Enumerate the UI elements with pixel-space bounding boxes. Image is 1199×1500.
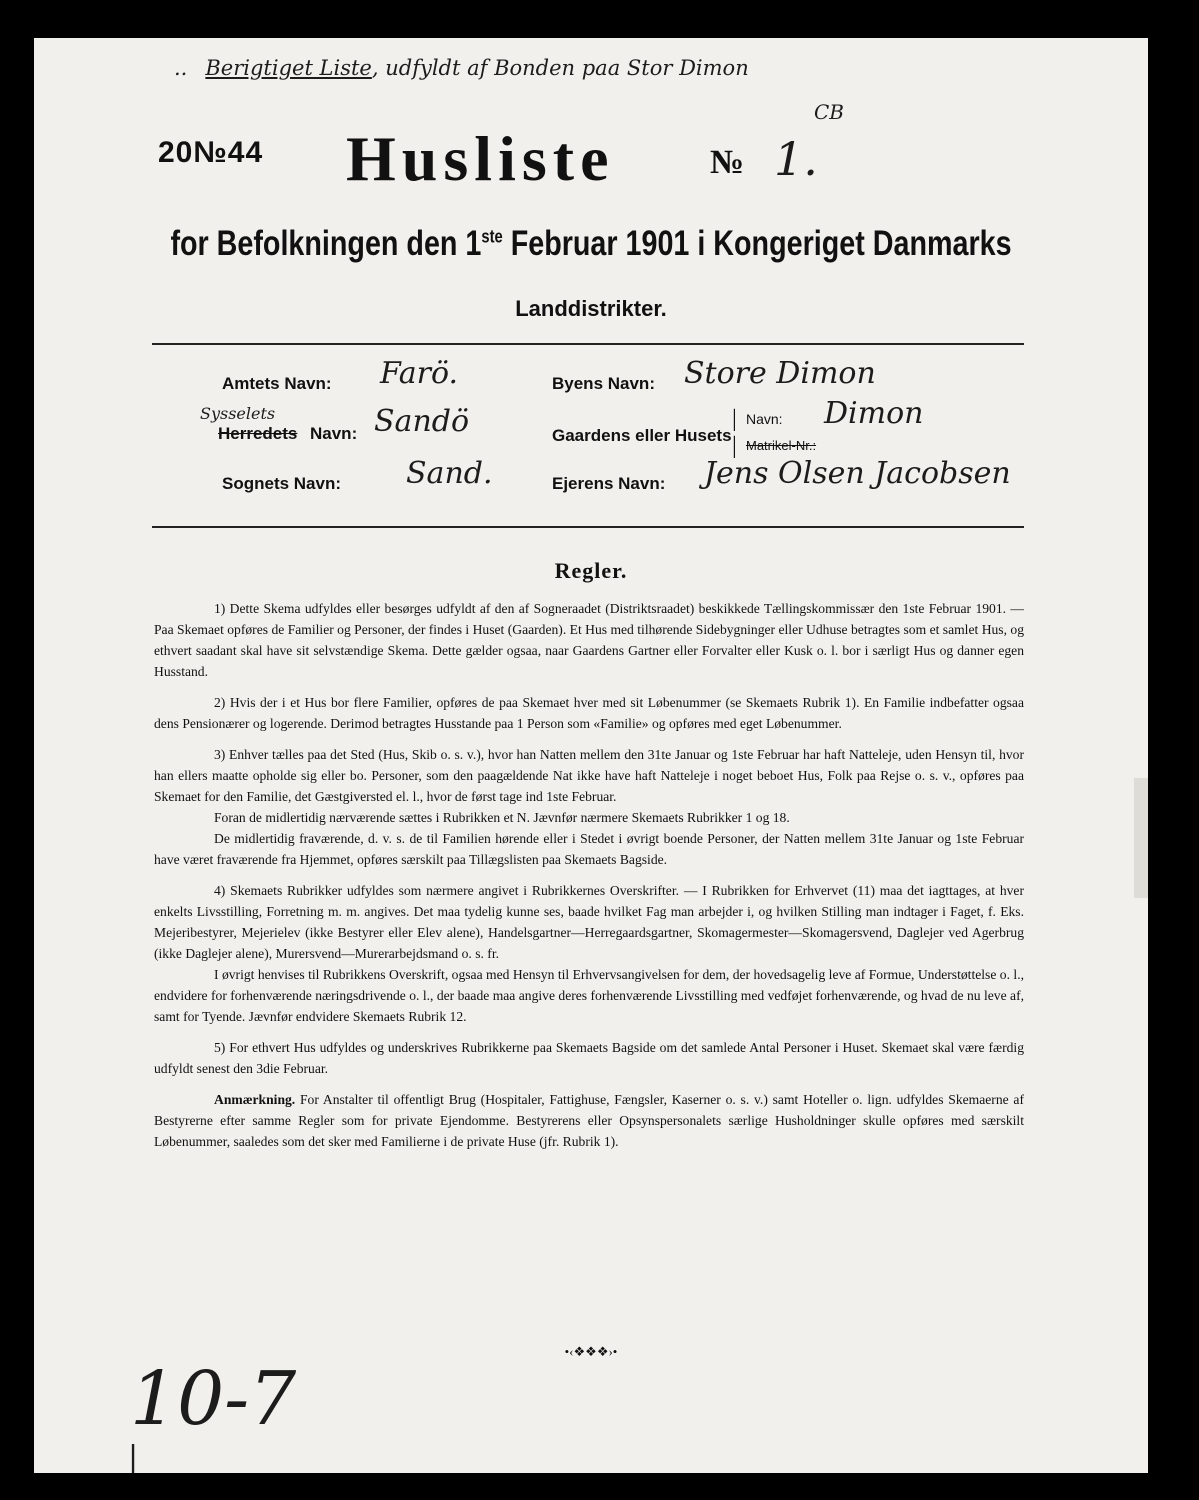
gaard-matrikel-label: Matrikel-Nr.: [746, 438, 817, 453]
rule-5: 5) For ethvert Hus udfyldes og underskrives Rubrikkerne paa Skemaets Bagside om det samlede Antal Personer i Huset. Skemaet skal være færdig udfyldt senest den 3die Februar. [154, 1040, 1024, 1076]
subtitle-sup: ste [481, 226, 503, 247]
title-number-value: 1. [774, 132, 818, 186]
note-underlined: Berigtiget Liste [205, 56, 372, 80]
note-rest: , udfyldt af Bonden paa Stor Dimon [371, 56, 749, 80]
herred-label: Navn: [310, 424, 358, 443]
ejer-value: Jens Olsen Jacobsen [704, 456, 1011, 491]
rule-3-cont-b: De midlertidig fraværende, d. v. s. de til Familien hørende eller i Stedet i øvrigt boende Personer, der Natten mellem 31te Januar og 1ste Februar have været fraværende fra Hjemmet, opføres særskilt paa Tillægslisten paa Skemaets Bagside. [154, 831, 1024, 867]
annotation-text: For Anstalter til offentligt Brug (Hospitaler, Fattighuse, Fængsler, Kaserner o. s. v.) samt Hoteller o. lign. udfyldes Skemaerne af Bestyrerne efter samme Regler som for private Ejendomme. Bestyrerens eller Opsynspersonalets særlige Husholdninger skulle opføres med særskilt Løbenummer, saaledes som det sker med Familierne i de private Huse (jfr. Rubrik 1). [154, 1092, 1024, 1149]
byen-value: Store Dimon [684, 356, 876, 391]
form-title: Husliste [346, 123, 615, 194]
herred-struck: Herredets [218, 424, 298, 443]
herred-value: Sandö [374, 404, 470, 439]
gaard-label: Gaardens eller Husets [552, 426, 732, 445]
rule-2: 2) Hvis der i et Hus bor flere Familier, opføres de paa Skemaet hver med sit Løbenummer (se Skemaets Rubrik 1). En Familie indbefatter ogsaa dens Pensionærer og logerende. Derimod betragtes Husstande paa 1 Person som «Familie» og opføres med eget Løbenummer. [154, 695, 1024, 731]
sogn-label: Sognets Navn: [222, 474, 342, 493]
rules-body [154, 598, 1024, 1162]
handwritten-initials: CB [814, 100, 844, 124]
ejer-label: Ejerens Navn: [552, 474, 666, 493]
census-form-sheet [34, 38, 1148, 1473]
form-subtitle [134, 224, 1047, 264]
handwritten-tick: | [128, 1440, 139, 1473]
annotation-label: Anmærkning. [214, 1092, 296, 1107]
rule-4: 4) Skemaets Rubrikker udfyldes som nærmere angivet i Rubrikkernes Overskrifter. — I Rubrikken for Erhvervet (11) maa det iagttages, at hver enkelts Livsstilling, Forretning m. m. angives. Det maa tydelig kunne ses, baade hvilket Fag man arbejder i, og hvilken Stilling man indtager i Faget, f. Eks. Mejeribestyrer, Mejerielev (ikke Bestyrer eller Elev alene), Handelsgartner—Herregaardsgartner, Skomagermester—Skomagersvend, Daglejer ved Agerbrug (ikke Daglejer alene), Murersvend—Murerarbejdsmand o. s. fr. [154, 883, 1024, 961]
rule-3-cont-a: Foran de midlertidig nærværende sættes i Rubrikken et N. Jævnfør nærmere Skemaets Rubrikker 1 og 18. [214, 810, 790, 825]
byen-label: Byens Navn: [552, 374, 655, 393]
amt-value: Farö. [380, 356, 459, 391]
title-number-label: № [710, 144, 745, 181]
handwritten-note-top [174, 56, 749, 80]
amt-label: Amtets Navn: [222, 374, 332, 393]
subtitle-pre: for Befolkningen den 1 [170, 224, 482, 263]
document-number: 20№44 [158, 136, 264, 169]
gaard-navn-label: Navn: [746, 411, 783, 427]
page-fold [1134, 778, 1148, 898]
handwritten-bottom-number: 10-7 [130, 1356, 297, 1442]
note-dots: .. [174, 56, 188, 80]
top-rule [152, 343, 1024, 345]
sogn-value: Sand. [406, 456, 493, 491]
rules-heading: Regler. [554, 558, 628, 583]
bottom-rule [152, 526, 1024, 528]
herred-handwritten: Sysselets [200, 404, 276, 423]
rule-4-cont: I øvrigt henvises til Rubrikkens Overskrift, ogsaa med Hensyn til Erhvervsangivelsen for dem, der hovedsagelig leve af Formue, Understøttelse o. l., endvidere for forhenværende næringsdrivende o. l., der baade maa angive deres forhenværende Livsstilling med vedføjet forhenværende, og hvad de nu leve af, samt for Tyende. Jævnfør endvidere Skemaets Rubrik 12. [154, 967, 1024, 1024]
gaard-bracket: | | [732, 406, 737, 459]
rule-3: 3) Enhver tælles paa det Sted (Hus, Skib o. s. v.), hvor han Natten mellem den 31te Januar og 1ste Februar har haft Natteleje, uden Hensyn til, hvor han ellers maatte opholde sig eller bo. Personer, som den paagældende Nat ikke have haft Natteleje i noget beboet Hus, Folk paa Rejse o. s. v., opføres paa Skemaet for den Familie, det Gæstgiversted el. l., hvor de først tage ind 1ste Februar. [154, 747, 1024, 804]
ornament-divider: •‹❖❖❖›• [564, 1344, 618, 1359]
form-subtitle-districts: Landdistrikter. [515, 296, 667, 321]
gaard-navn-value: Dimon [824, 396, 924, 431]
annotation [154, 1089, 1024, 1152]
subtitle-post: Februar 1901 i Kongeriget Danmarks [502, 224, 1012, 263]
rule-1: 1) Dette Skema udfyldes eller besørges udfyldt af den af Sogneraadet (Distriktsraadet) beskikkede Tællingskommissær den 1ste Februar 1901. — Paa Skemaet opføres de Familier og Personer, der findes i Huset (Gaarden). Et Hus med tilhørende Sidebygninger eller Udhuse betragtes som et samlet Hus, og ethvert saadant skal have sit selvstændige Skema. Dette gælder ogsaa, naar Gaardens Gartner eller Forvalter eller Kusk o. l. bor i særligt Hus og danner egen Husstand. [154, 601, 1024, 679]
